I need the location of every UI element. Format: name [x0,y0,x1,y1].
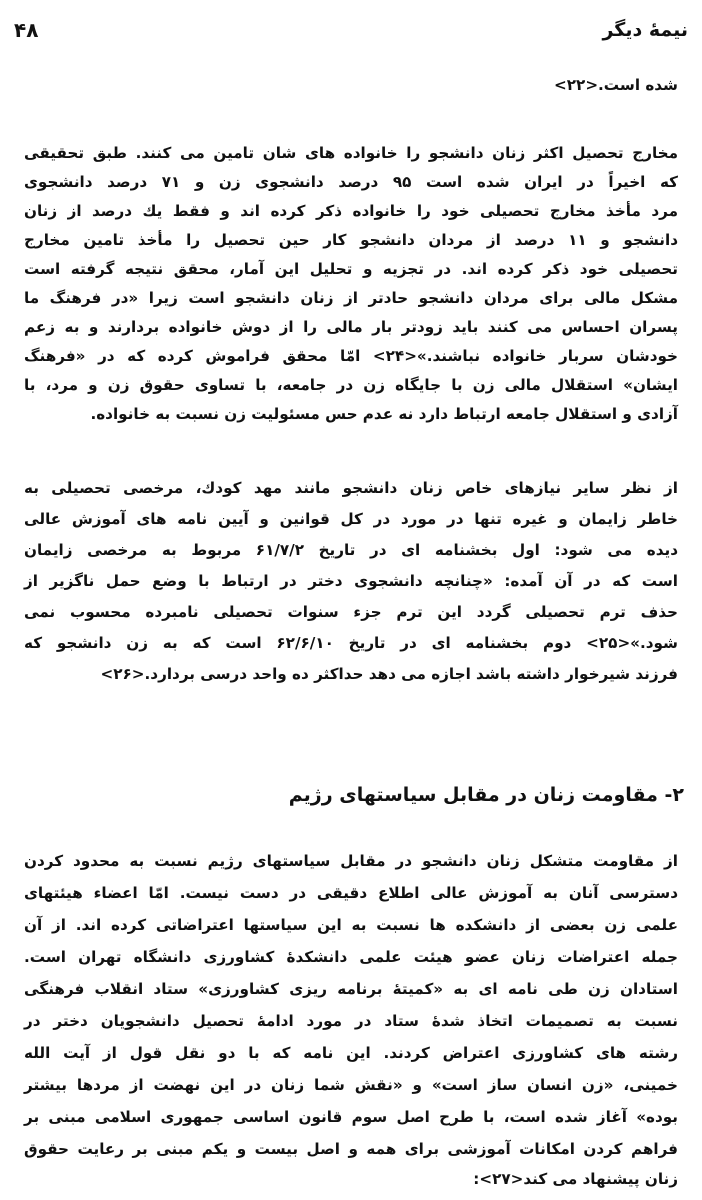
text-line: علمی زن بعضی از دانشکده ها نسبت به این سیاستها اعتراضاتی کرده اند. از آن [24,916,678,934]
text-line: دسترسی آنان به آموزش عالی اطلاع دقیقی در دست نیست. امّا اعضاء هیئتهای [24,884,678,902]
text-line: زنان پیشنهاد می کند<۲۷>: [473,1170,678,1188]
text-line: تحصیلی خود ذکر کرده اند. در تجزیه و تحلیل این آمار، محقق نتیجه گرفته است [24,260,678,278]
text-line: نسبت به تصمیمات اتخاذ شدهٔ ستاد در مورد ادامهٔ تحصیل دانشجویان دختر در [24,1012,678,1030]
text-line: خودشان سربار خانواده نباشند.»<۲۴> امّا محقق فراموش کرده که در «فرهنگ [24,347,678,365]
text-line: رشته های کشاورزی اعتراض کردند. این نامه که با دو نقل قول از آیت الله [24,1044,678,1062]
text-line: حذف ترم تحصیلی گردد این ترم جزء سنوات تحصیلی نامبرده محسوب نمی [24,603,678,621]
text-line: آزادی و استقلال جامعه ارتباط دارد نه عدم حس مسئولیت زن نسبت به خانواده. [90,405,678,423]
running-title: نیمهٔ دیگر [602,19,688,41]
text-line: مرد مأخذ مخارج تحصیلی خود را خانواده ذکر کرده اند و فقط یك درصد از زنان [24,202,678,220]
text-line: مشکل مالی برای مردان دانشجو حادتر از زنان دانشجو است زیرا «در فرهنگ ما [24,289,678,307]
text-line: فراهم کردن امکانات آموزشی برای همه و اصل بیست و یکم مبنی بر رعایت حقوق [24,1140,678,1158]
text-line: شود.»<۲۵> دوم بخشنامه ای در تاریخ ۶۲/۶/۱۰ است که به زن دانشجو که [24,634,678,652]
section-heading: ۲- مقاومت زنان در مقابل سیاستهای رژیم [288,784,684,806]
text-line: که اخیراً در ایران شده است ۹۵ درصد دانشجوی زن و ۷۱ درصد دانشجوی [24,173,678,191]
text-line: خمینی، «زن انسان ساز است» و «نقش شما زنان در این نهضت از مردها بیشتر [24,1076,678,1094]
text-line: فرزند شیرخوار داشته باشد اجازه می دهد حداکثر ده واحد درسی بردارد.<۲۶> [100,665,678,683]
page-number: ۴۸ [14,18,39,42]
text-line: است که در آن آمده: «چنانچه دانشجوی دختر در ارتباط با وضع حمل ناگزیر از [24,572,678,590]
text-line: شده است.<۲۲> [554,76,678,94]
text-line: ایشان» استقلال مالی زن با جایگاه زن در جامعه، با تساوی حقوق زن و مرد، با [24,376,678,394]
text-line: پسران احساس می کنند باید زودتر بار مالی را از دوش خانواده بردارند و به زعم [24,318,678,336]
text-line: دیده می شود: اول بخشنامه ای در تاریخ ۶۱/۷/۲ مربوط به مرخصی زایمان [24,541,679,559]
text-line: از مقاومت متشکل زنان دانشجو در مقابل سیاستهای رژیم نسبت به محدود کردن [24,852,678,870]
text-line: از نظر سایر نیازهای خاص زنان دانشجو مانند مهد کودك، مرخصی تحصیلی به [24,479,678,497]
text-line: جمله اعتراضات زنان عضو هیئت علمی دانشکدهٔ کشاورزی دانشگاه تهران است. [24,948,678,966]
text-line: دانشجو و ۱۱ درصد از مردان دانشجو کار حین تحصیل را مأخذ تامین مخارج [24,231,679,249]
page-header [14,14,688,46]
text-line: بوده» آغاز شده است، با طرح اصل سوم قانون اساسی جمهوری اسلامی مبنی بر [24,1108,678,1126]
text-line: استادان زن طی نامه ای به «کمیتهٔ برنامه ریزی کشاورزی» ستاد انقلاب فرهنگی [24,980,678,998]
text-line: خاطر زایمان و غیره تنها در مورد در کل قوانین و آیین نامه های آموزش عالی [24,510,678,528]
text-line: مخارج تحصیل اکثر زنان دانشجو را خانواده های شان تامین می کنند. طبق تحقیقی [24,144,678,162]
